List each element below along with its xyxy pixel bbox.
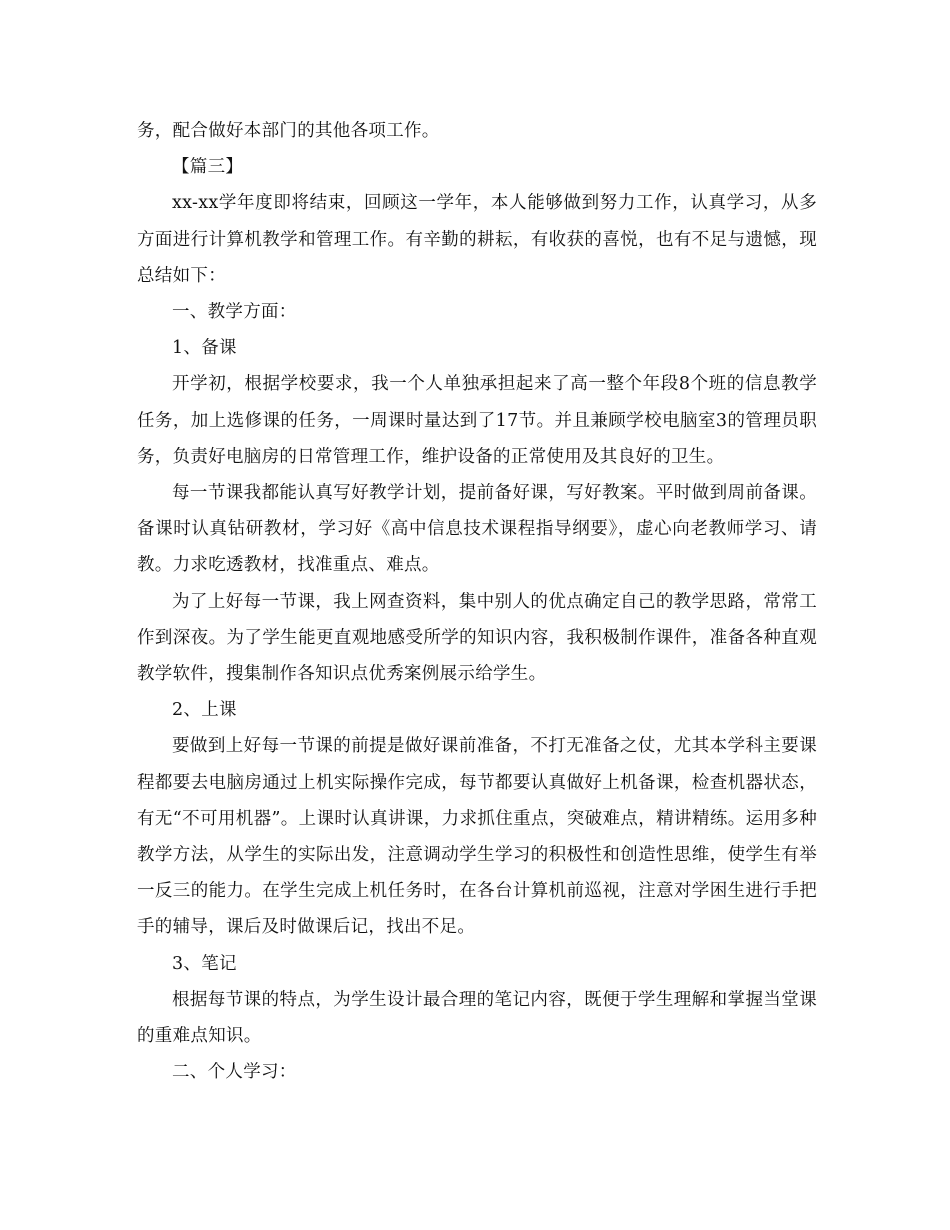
paragraph-notes: 根据每节课的特点，为学生设计最合理的笔记内容，既便于学生理解和掌握当堂课的重难点知识。 bbox=[137, 989, 817, 1047]
paragraph-workload: 开学初，根据学校要求，我一个人单独承担起来了高一整个年段8个班的信息教学任务，加上选修课的任务，一周课时量达到了17节。并且兼顾学校电脑室3的管理员职务，负责好电脑房的日常管理工作，维护设备的正常使用及其良好的卫生。 bbox=[137, 374, 817, 467]
paragraph-planning: 每一节课我都能认真写好教学计划，提前备好课，写好教案。平时做到周前备课。备课时认真钻研教材，学习好《高中信息技术课程指导纲要》，虚心向老教师学习、请教。力求吃透教材，找准重点、难点。 bbox=[137, 483, 817, 576]
paragraph-intro: xx-xx学年度即将结束，回顾这一学年，本人能够做到努力工作，认真学习，从多方面进行计算机教学和管理工作。有辛勤的耕耘，有收获的喜悦，也有不足与遗憾，现总结如下： bbox=[137, 193, 817, 286]
subheading-notes: 3、笔记 bbox=[172, 953, 237, 974]
paragraph-courseware: 为了上好每一节课，我上网查资料，集中别人的优点确定自己的教学思路，常常工作到深夜。为了学生能更直观地感受所学的知识内容，我积极制作课件，准备各种直观教学软件，搜集制作各知识点优秀案例展示给学生。 bbox=[137, 591, 817, 685]
heading-personal-study: 二、个人学习： bbox=[172, 1062, 297, 1083]
paragraph-continuation: 务，配合做好本部门的其他各项工作。 bbox=[137, 121, 440, 141]
section-heading-part-three: 【篇三】 bbox=[172, 157, 244, 178]
heading-teaching: 一、教学方面： bbox=[172, 302, 297, 323]
subheading-class: 2、上课 bbox=[172, 700, 237, 721]
subheading-lesson-prep: 1、备课 bbox=[172, 338, 237, 359]
document-body bbox=[137, 113, 817, 1090]
paragraph-class-practice: 要做到上好每一节课的前提是做好课前准备，不打无准备之仗，尤其本学科主要课程都要去电脑房通过上机实际操作完成，每节都要认真做好上机备课，检查机器状态，有无“不可用机器”。上课时认真讲课，力求抓住重点，突破难点，精讲精练。运用多种教学方法，从学生的实际出发，注意调动学生学习的积极性和创造性思维，使学生有举一反三的能力。在学生完成上机任务时，在各台计算机前巡视，注意对学困生进行手把手的辅导，课后及时做课后记，找出不足。 bbox=[137, 736, 817, 938]
